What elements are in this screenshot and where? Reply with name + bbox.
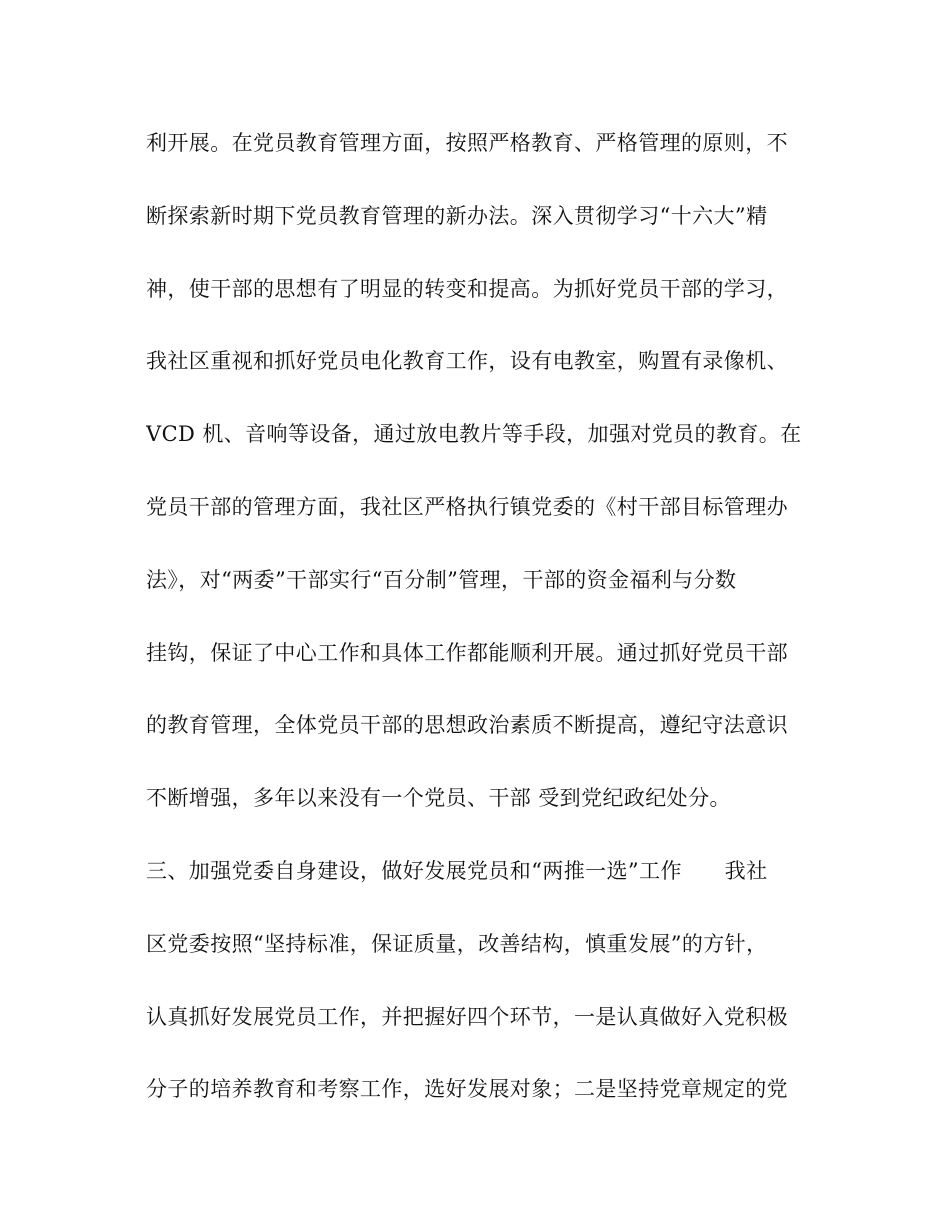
text-line-13: 认真抓好发展党员工作，并把握好四个环节，一是认真做好入党积极 xyxy=(146,1004,788,1029)
text-line-10: 不断增强，多年以来没有一个党员、干部 受到党纪政纪处分。 xyxy=(146,786,731,811)
text-line-1: 利开展。在党员教育管理方面，按照严格教育、严格管理的原则，不 xyxy=(146,131,788,155)
text-line-9: 的教育管理，全体党员干部的思想政治素质不断提高，遵纪守法意识 xyxy=(146,713,788,738)
text-line-6: 党员干部的管理方面，我社区严格执行镇党委的《村干部目标管理办 xyxy=(146,494,788,519)
text-line-8: 挂钩，保证了中心工作和具体工作都能顺利开展。通过抓好党员干部 xyxy=(146,640,788,665)
text-line-11: 三、加强党委自身建设，做好发展党员和“两推一选”工作 我社 xyxy=(146,858,768,883)
text-line-5: VCD 机、音响等设备，通过放电教片等手段，加强对党员的教育。在 xyxy=(146,422,802,447)
text-line-4: 我社区重视和抓好党员电化教育工作，设有电教室，购置有录像机、 xyxy=(146,349,788,374)
text-line-2: 断探索新时期下党员教育管理的新办法。深入贯彻学习“十六大”精 xyxy=(146,203,768,228)
text-line-3: 神，使干部的思想有了明显的转变和提高。为抓好党员干部的学习， xyxy=(146,276,788,301)
text-line-14: 分子的培养教育和考察工作，选好发展对象；二是坚持党章规定的党 xyxy=(146,1077,788,1102)
text-line-12: 区党委按照“坚持标准，保证质量，改善结构，慎重发展”的方针， xyxy=(146,931,768,956)
text-line-7: 法》，对“两委”干部实行“百分制”管理，干部的资金福利与分数 xyxy=(146,567,737,592)
body-text xyxy=(146,121,806,1140)
